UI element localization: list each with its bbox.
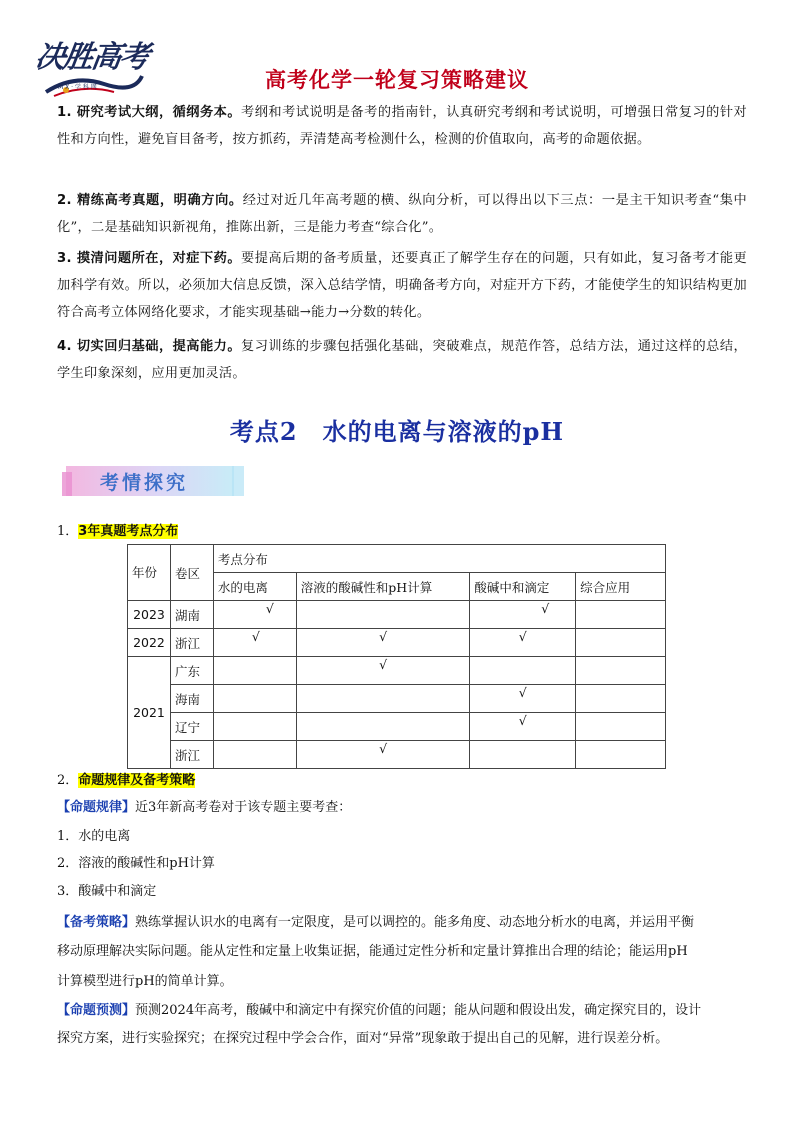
empty-cell xyxy=(576,685,666,713)
year-cell: 2023 xyxy=(128,601,171,629)
check-cell: √ xyxy=(470,601,576,629)
year-cell: 2021 xyxy=(128,657,171,769)
prep-line-3: 计算模型进行pH的简单计算。 xyxy=(57,974,233,989)
check-cell: √ xyxy=(213,629,296,657)
strategy-body: 考纲和考试说明是备考的指南针，认真研究考纲和考试说明，可增强日常复习的针对性和方向性，避免盲目备考，按方抓药，弄清楚高考检测什么，检测的价值取向，高考的命题依据。 xyxy=(57,105,747,147)
empty-cell xyxy=(296,601,470,629)
prep-line-1 xyxy=(57,911,694,930)
region-cell: 浙江 xyxy=(170,629,213,657)
strategy-paragraph-3 xyxy=(57,245,747,326)
rule-item: 1．水的电离 xyxy=(57,829,131,844)
column-header: 水的电离 xyxy=(213,573,296,601)
predict-text: 预测2024年高考，酸碱中和滴定中有探究价值的问题；能从问题和假设出发，确定探究目的，设计 xyxy=(135,1003,702,1018)
part-number: 2． xyxy=(57,773,79,788)
part-2-heading xyxy=(57,769,195,788)
table-row xyxy=(128,657,666,685)
logo-subtext: M X · 学 科 网 xyxy=(58,84,97,91)
check-cell: √ xyxy=(296,629,470,657)
table-row xyxy=(128,629,666,657)
strategy-lead: 2. 精练高考真题，明确方向。 xyxy=(57,193,243,208)
banner-text: 考情探究 xyxy=(100,472,189,494)
column-header: 溶液的酸碱性和pH计算 xyxy=(296,573,470,601)
page-title: 高考化学一轮复习策略建议 xyxy=(265,68,529,92)
part-1-heading xyxy=(57,520,178,539)
strategy-lead: 4. 切实回归基础，提高能力。 xyxy=(57,339,242,354)
table-row xyxy=(128,685,666,713)
empty-cell xyxy=(296,713,470,741)
check-cell: √ xyxy=(296,657,470,685)
rule-tag: 【命题规律】 xyxy=(57,800,136,815)
part-label: 3年真题考点分布 xyxy=(78,524,179,539)
column-header: 酸碱中和滴定 xyxy=(470,573,576,601)
region-cell: 广东 xyxy=(170,657,213,685)
strategy-lead: 3. 摸清问题所在，对症下药。 xyxy=(57,251,242,266)
empty-cell xyxy=(213,713,296,741)
empty-cell xyxy=(213,685,296,713)
empty-cell xyxy=(470,657,576,685)
empty-cell xyxy=(576,657,666,685)
strategy-paragraph-2 xyxy=(57,187,747,241)
section-title: 考点2 水的电离与溶液的pH xyxy=(229,417,565,446)
exam-distribution-table xyxy=(127,544,666,769)
check-cell: √ xyxy=(296,741,470,769)
predict-line-1 xyxy=(57,999,701,1018)
strategy-paragraph-1 xyxy=(57,99,747,153)
empty-cell xyxy=(576,713,666,741)
rule-text: 近3年新高考卷对于该专题主要考查： xyxy=(135,800,352,815)
prep-tag: 【备考策略】 xyxy=(57,915,136,930)
logo-text: 决胜高考 xyxy=(33,40,150,75)
region-cell: 浙江 xyxy=(170,741,213,769)
strategy-lead: 1. 研究考试大纲，循纲务本。 xyxy=(57,105,242,120)
prep-text: 熟练掌握认识水的电离有一定限度，是可以调控的。能多角度、动态地分析水的电离，并运用平衡 xyxy=(135,915,695,930)
predict-tag: 【命题预测】 xyxy=(57,1003,136,1018)
strategy-body: 经过对近几年高考题的横、纵向分析，可以得出以下三点：一是主干知识考查“集中化”，二是基础知识新视角，推陈出新，三是能力考查“综合化”。 xyxy=(57,193,748,235)
column-header: 综合应用 xyxy=(576,573,666,601)
header-year: 年份 xyxy=(128,545,171,601)
region-cell: 海南 xyxy=(170,685,213,713)
empty-cell xyxy=(576,741,666,769)
region-cell: 辽宁 xyxy=(170,713,213,741)
table-header-row xyxy=(128,545,666,573)
empty-cell xyxy=(213,657,296,685)
empty-cell xyxy=(213,741,296,769)
rule-line xyxy=(57,796,351,815)
strategy-body: 复习训练的步骤包括强化基础，突破难点，规范作答，总结方法，通过这样的总结，学生印象深刻，应用更加灵活。 xyxy=(57,339,747,381)
header-group: 考点分布 xyxy=(213,545,665,573)
strategy-paragraph-4 xyxy=(57,333,747,387)
part-number: 1． xyxy=(57,524,79,539)
table-row xyxy=(128,601,666,629)
empty-cell xyxy=(296,685,470,713)
check-cell: √ xyxy=(470,629,576,657)
prep-line-2: 移动原理解决实际问题。能从定性和定量上收集证据，能通过定性分析和定量计算推出合理的结论；能运用pH xyxy=(57,944,688,959)
table-row xyxy=(128,713,666,741)
region-cell: 湖南 xyxy=(170,601,213,629)
section-banner xyxy=(62,462,248,502)
part-label: 命题规律及备考策略 xyxy=(78,773,196,788)
header-region: 卷区 xyxy=(170,545,213,601)
predict-line-2: 探究方案，进行实验探究；在探究过程中学会合作，面对“异常”现象敢于提出自己的见解，进行误差分析。 xyxy=(57,1031,669,1046)
rule-item: 2．溶液的酸碱性和pH计算 xyxy=(57,856,215,871)
table-row xyxy=(128,741,666,769)
strategy-body: 要提高后期的备考质量，还要真正了解学生存在的问题，只有如此，复习备考才能更加科学有效。所以，必须加大信息反馈，深入总结学情，明确备考方向，对症开方下药，才能使学生的知识结构更加符合高考立体网络化要求，才能实现基础→能力→分数的转化。 xyxy=(57,251,747,320)
year-cell: 2022 xyxy=(128,629,171,657)
empty-cell xyxy=(576,601,666,629)
empty-cell xyxy=(470,741,576,769)
check-cell: √ xyxy=(213,601,296,629)
empty-cell xyxy=(576,629,666,657)
rule-item: 3．酸碱中和滴定 xyxy=(57,884,157,899)
check-cell: √ xyxy=(470,713,576,741)
check-cell: √ xyxy=(470,685,576,713)
